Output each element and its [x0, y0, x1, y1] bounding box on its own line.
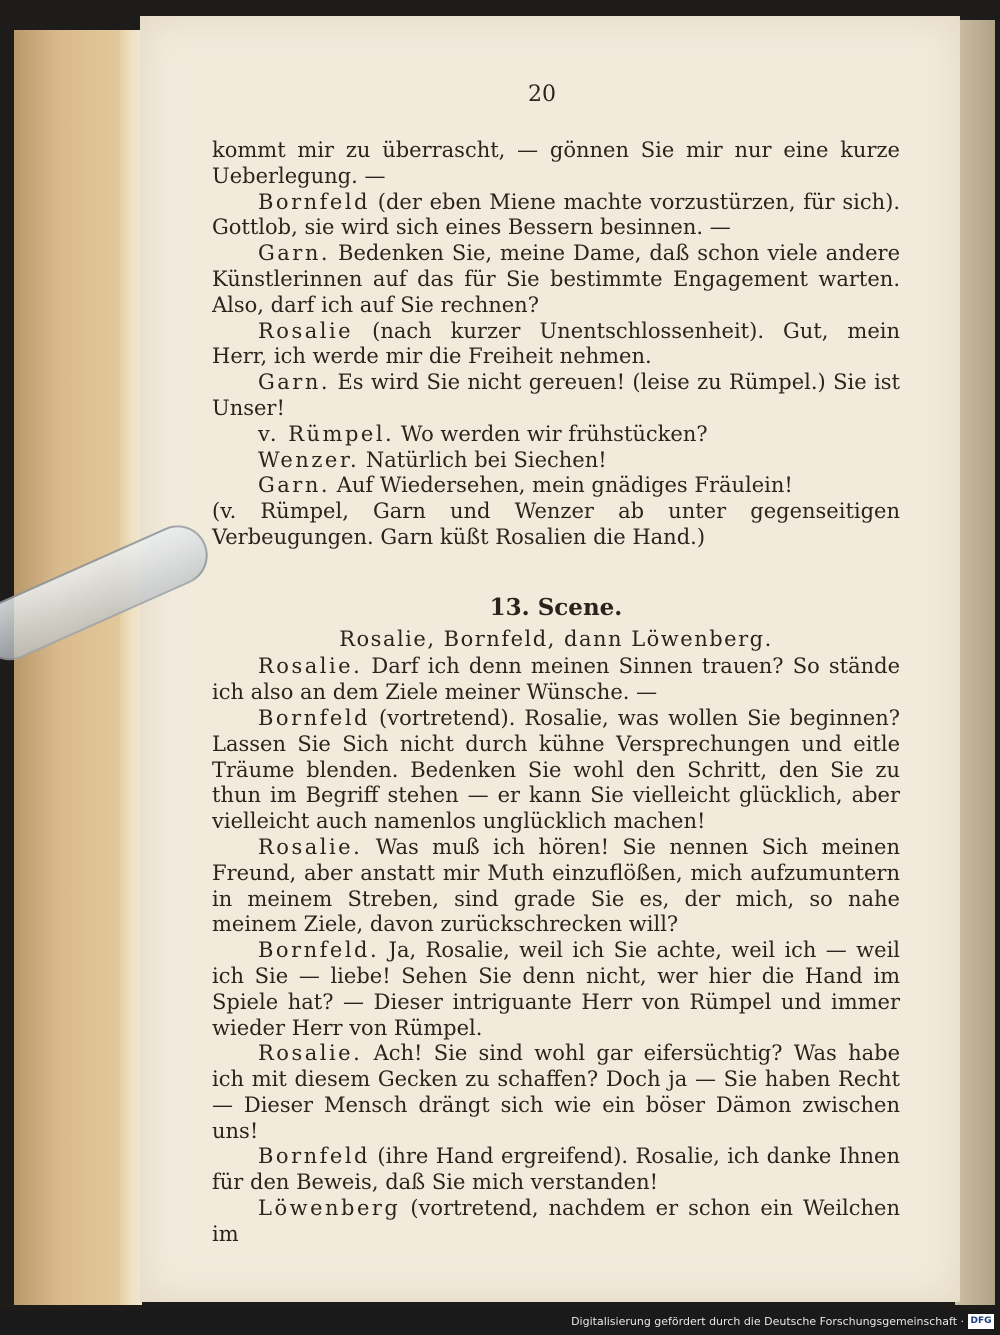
line-text: (der eben Miene machte vorzustürzen, für sich). Gottlob, sie wird sich eines Bessern besinnen. — — [212, 189, 900, 240]
speaker-name: v. Rümpel. — [258, 421, 395, 446]
line-text: (vortretend, nachdem er schon ein Weilchen im — [212, 1196, 900, 1246]
line-text: Wo werden wir frühstücken? — [394, 421, 708, 446]
dialogue-line — [212, 422, 900, 448]
dialogue-line — [212, 1144, 900, 1196]
page-text — [212, 138, 900, 1248]
dialogue-line — [212, 938, 900, 1041]
line-text: Bedenken Sie, meine Dame, daß schon viele andere Künstlerinnen auf das für Sie bestimmte Engagement warten. Also, darf ich auf Sie rechnen? — [212, 241, 900, 317]
book-cover-edge — [14, 30, 120, 1305]
speaker-name: Garn. — [258, 370, 331, 395]
line-text: Darf ich denn meinen Sinnen trauen? So stände ich also an dem Ziele meiner Wünsche. — — [212, 654, 900, 705]
dialogue-line — [212, 190, 900, 242]
dialogue-line — [212, 448, 900, 474]
dialogue-line — [212, 1041, 900, 1144]
line-text: Ach! Sie sind wohl gar eifersüchtig? Was habe ich mit diesem Gecken zu schaffen? Doch ja — Sie haben Recht — Dieser Mensch drängt sich wie ein böser Dämon zwischen uns! — [212, 1041, 900, 1143]
line-text: Natürlich bei Siechen! — [359, 447, 607, 472]
dialogue-line — [212, 1196, 900, 1248]
scene-title: 13. Scene. — [489, 593, 623, 621]
speaker-name: Rosalie. — [258, 654, 363, 679]
line-text: (nach kurzer Unentschlossenheit). Gut, mein Herr, ich werde mir die Freiheit nehmen. — [212, 318, 900, 369]
speaker-name: Bornfeld — [258, 1144, 370, 1169]
line-text: Es wird Sie nicht gereuen! (leise zu Rümpel.) Sie ist Unser! — [212, 370, 900, 420]
next-page-edge — [955, 20, 995, 1305]
line-text: Was muß ich hören! Sie nennen Sich meinen Freund, aber anstatt mir Muth einzuflößen, mich aufzumuntern in meinem Streben, sind grade Sie es, der mich, so nahe meinem Ziele, davon zurückschrecken will? — [212, 834, 900, 937]
line-text: (ihre Hand ergreifend). Rosalie, ich danke Ihnen für den Beweis, daß Sie mich verstanden! — [212, 1144, 900, 1195]
speaker-name: Garn. — [258, 241, 331, 266]
speaker-name: Garn. — [258, 473, 331, 498]
footer-credit: Digitalisierung gefördert durch die Deutsche Forschungsgemeinschaft · — [571, 1315, 964, 1328]
line-text: Ja, Rosalie, weil ich Sie achte, weil ich — weil ich Sie — liebe! Sehen Sie denn nicht, wer hier die Hand im Spiele hat? — Dieser intriguante Herr von Rümpel und immer wieder Herr von Rümpel. — [212, 938, 900, 1040]
dialogue-line — [212, 654, 900, 706]
speaker-name: Wenzer. — [258, 447, 360, 472]
dialogue-line — [212, 370, 900, 422]
page-number: 20 — [528, 82, 556, 107]
speaker-name: Rosalie. — [258, 834, 363, 859]
line-text: Auf Wiedersehen, mein gnädiges Fräulein! — [330, 473, 793, 498]
dialogue-line — [212, 138, 900, 190]
dfg-logo-icon: DFG — [968, 1314, 994, 1329]
line-text: (vortretend). Rosalie, was wollen Sie beginnen? Lassen Sie Sich nicht durch kühne Versprechungen und eitle Träume blenden. Bedenken Sie wohl den Schritt, den Sie zu thun im Begriff stehen — er kann Sie vielleicht glücklich, aber vielleicht auch namenlos unglücklich machen! — [212, 705, 900, 834]
line-text: (v. Rümpel, Garn und Wenzer ab unter gegenseitigen Verbeugungen. Garn küßt Rosalien die Hand.) — [212, 499, 900, 549]
dialogue-bottom — [212, 654, 900, 1247]
dialogue-line — [212, 473, 900, 499]
page-stack-edge — [120, 30, 142, 1305]
speaker-name: Rosalie. — [258, 1041, 363, 1066]
dialogue-top — [212, 138, 900, 551]
line-text: kommt mir zu überrascht, — gönnen Sie mir nur eine kurze Ueberlegung. — — [212, 138, 900, 188]
speaker-name: Bornfeld — [258, 705, 370, 730]
dialogue-line — [212, 319, 900, 371]
scene-characters: Rosalie, Bornfeld, dann Löwenberg. — [339, 626, 773, 651]
speaker-name: Rosalie — [258, 318, 354, 343]
speaker-name: Löwenberg — [258, 1196, 401, 1221]
dialogue-line — [212, 835, 900, 938]
dialogue-line — [212, 706, 900, 835]
speaker-name: Bornfeld — [258, 189, 370, 214]
dialogue-line — [212, 241, 900, 318]
dialogue-line — [212, 499, 900, 551]
speaker-name: Bornfeld. — [258, 938, 380, 963]
